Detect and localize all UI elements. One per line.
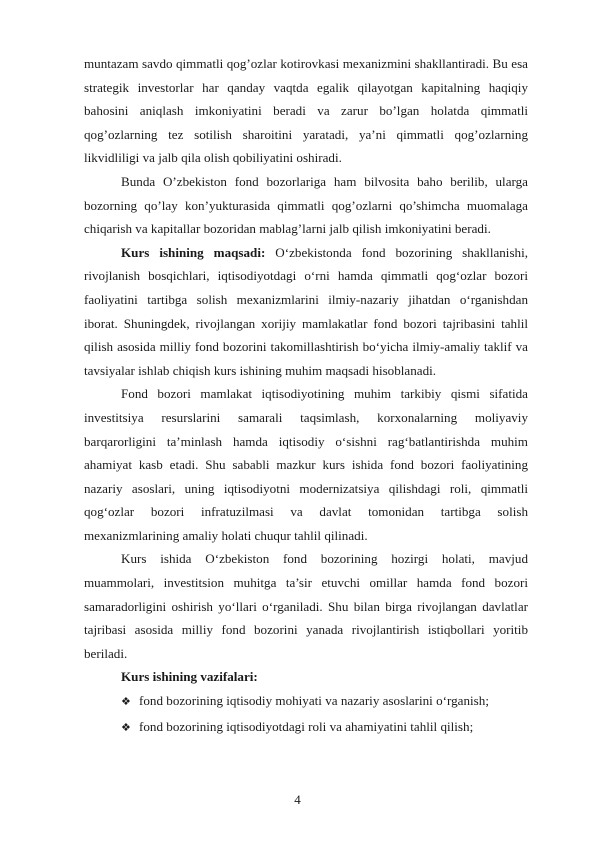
paragraph-3-lead: Kurs ishining maqsadi:	[121, 244, 266, 260]
document-page	[84, 52, 528, 740]
list-item-text: fond bozorining iqtisodiy mohiyati va nazariy asoslarini o‘rganish;	[139, 693, 489, 709]
list-item-text: fond bozorining iqtisodiyotdagi roli va ahamiyatini tahlil qilish;	[139, 718, 474, 734]
paragraph-1: muntazam savdo qimmatli qog’ozlar kotirovkasi mexanizmini shakllantiradi. Bu esa strategik investorlar har qanday vaqtda egalik qilayotgan kapitalning haqiqiy bahosini aniqlash imkoniyatini beradi va zarur bo’lgan holatda qimmatli qog’ozlarning tez sotilish sharoitini yaratadi, ya’ni qimmatli qog’ozlarning likvidliligi va jalb qila olish qobiliyatini oshiradi.	[84, 56, 528, 166]
tasks-heading: Kurs ishining vazifalari:	[121, 669, 258, 685]
tasks-list	[84, 689, 528, 740]
list-item	[84, 715, 528, 741]
paragraph-5: Kurs ishida O‘zbekiston fond bozorining hozirgi holati, mavjud muammolari, investitsion muhitga ta’sir etuvchi omillar hamda fond bozori samaradorligini oshirish yo‘llari o‘rganiladi. Shu bilan birga rivojlangan davlatlar tajribasi asosida milliy fond bozorini yanada rivojlantirish istiqbollari yoritib beriladi.	[84, 551, 528, 661]
paragraph-3-text: O‘zbekistonda fond bozorining shakllanishi, rivojlanish bosqichlari, iqtisodiyotdagi o‘rni hamda qimmatli qog‘ozlar bozori faoliyatini tartibga solish mexanizmlarini ilmiy-nazariy jihatdan o‘rganishdan iborat. Shuningdek, rivojlangan xorijiy mamlakatlar fond bozori tajribasini tahlil qilish asosida milliy fond bozorini takomillashtirish bo‘yicha ilmiy-amaliy taklif va tavsiyalar ishlab chiqish kurs ishining muhim maqsadi hisoblanadi.	[84, 244, 529, 378]
diamond-bullet-icon: ❖	[121, 721, 131, 734]
diamond-bullet-icon: ❖	[121, 696, 131, 709]
paragraph-2: Bunda O’zbekiston fond bozorlariga ham bilvosita baho berilib, ularga bozorning qo’lay kon’yukturasida qimmatli qog’ozlarni qo’shimcha muomalaga chiqarish va kapitallar bozoridan mablag’larni jalb qilish imkoniyatini beradi.	[84, 173, 528, 237]
paragraph-4: Fond bozori mamlakat iqtisodiyotining muhim tarkibiy qismi sifatida investitsiya resurslarini samarali taqsimlash, korxonalarning moliyaviy barqarorligini ta’minlash hamda iqtisodiy o‘sishni rag‘batlantirishda muhim ahamiyat kasb etadi. Shu sababli mazkur kurs ishida fond bozori faoliyatining nazariy asoslari, uning iqtisodiyotni modernizatsiya qilishdagi roli, qimmatli qog‘ozlar bozori infratuzilmasi va davlat tomonidan tartibga solish mexanizmlarining amaliy holati chuqur tahlil qilinadi.	[84, 386, 528, 543]
list-item	[84, 689, 528, 715]
paragraph-3	[84, 241, 528, 383]
page-number: 4	[294, 792, 301, 807]
